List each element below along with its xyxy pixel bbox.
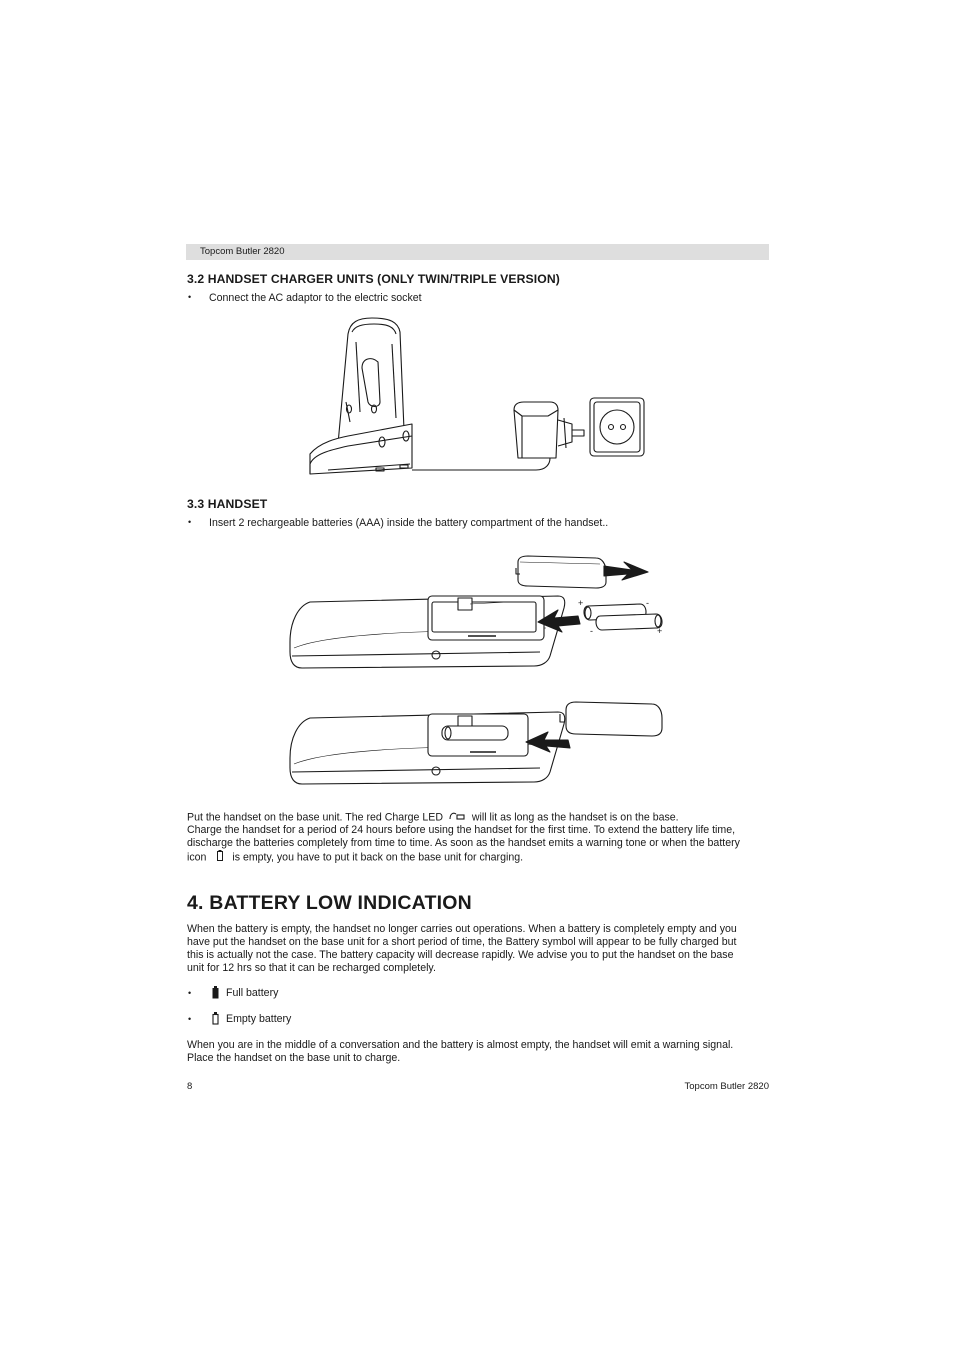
battery-low-line-1: When the battery is empty, the handset no longer carries out operations. When a battery is completely empty and you <box>187 923 737 935</box>
bullet-marker: • <box>188 292 192 302</box>
charge-line-2: Charge the handset for a period of 24 hours before using the handset for the first time. To extend the battery life time, <box>187 824 736 837</box>
charge-line-1-a: Put the handset on the base unit. The red Charge LED <box>187 811 443 824</box>
charge-led-icon <box>449 811 465 824</box>
full-battery-label: Full battery <box>226 987 279 999</box>
empty-battery-icon <box>217 850 223 865</box>
running-header-title: Topcom Butler 2820 <box>200 246 285 257</box>
charger-illustration <box>300 312 660 482</box>
charge-line-1-b: will lit as long as the handset is on the base. <box>471 811 679 824</box>
charge-line-3: discharge the batteries completely from time to time. As soon as the handset emits a warning tone or when the battery <box>187 837 740 850</box>
charge-line-4-a: icon <box>187 851 207 864</box>
warning-paragraph <box>187 1039 769 1065</box>
section-3-2-bullet-text: Connect the AC adaptor to the electric socket <box>209 292 422 304</box>
minus-label: - <box>590 626 593 636</box>
warning-line-1: When you are in the middle of a conversation and the battery is almost empty, the handset will emit a warning signal. <box>187 1039 734 1051</box>
running-header <box>186 244 769 260</box>
section-3-2-heading: 3.2 HANDSET CHARGER UNITS (ONLY TWIN/TRIPLE VERSION) <box>187 272 560 286</box>
battery-low-paragraph <box>187 923 769 975</box>
charge-paragraph <box>187 811 769 865</box>
charge-line-1 <box>187 811 769 824</box>
footer-title: Topcom Butler 2820 <box>684 1081 769 1092</box>
battery-low-line-3: this is actually not the case. The battery capacity will decrease rapidly. We advise you to put the handset on the base <box>187 949 734 961</box>
charge-line-4-b: is empty, you have to put it back on the base unit for charging. <box>232 851 524 864</box>
section-3-3-heading: 3.3 HANDSET <box>187 497 268 511</box>
section-3-3-bullet-text: Insert 2 rechargeable batteries (AAA) inside the battery compartment of the handset.. <box>209 517 609 529</box>
bullet-marker: • <box>188 988 192 998</box>
section-4-heading: 4. BATTERY LOW INDICATION <box>187 892 472 914</box>
warning-line-2: Place the handset on the base unit to charge. <box>187 1052 401 1064</box>
bullet-marker: • <box>188 1014 192 1024</box>
battery-low-line-2: have put the handset on the base unit for a short period of time, the Battery symbol will appear to be fully charged but <box>187 936 737 948</box>
empty-battery-label: Empty battery <box>226 1013 292 1025</box>
battery-low-line-4: unit for 12 hrs so that it can be recharged completely. <box>187 962 436 974</box>
minus-label: - <box>646 598 649 608</box>
battery-insertion-illustration <box>288 552 668 792</box>
plus-label: + <box>657 626 663 636</box>
page-number: 8 <box>187 1081 193 1092</box>
plus-label: + <box>578 598 584 608</box>
bullet-marker: • <box>188 517 192 527</box>
empty-battery-icon <box>212 1012 219 1030</box>
full-battery-icon <box>212 986 219 1004</box>
charge-line-4 <box>187 850 769 865</box>
